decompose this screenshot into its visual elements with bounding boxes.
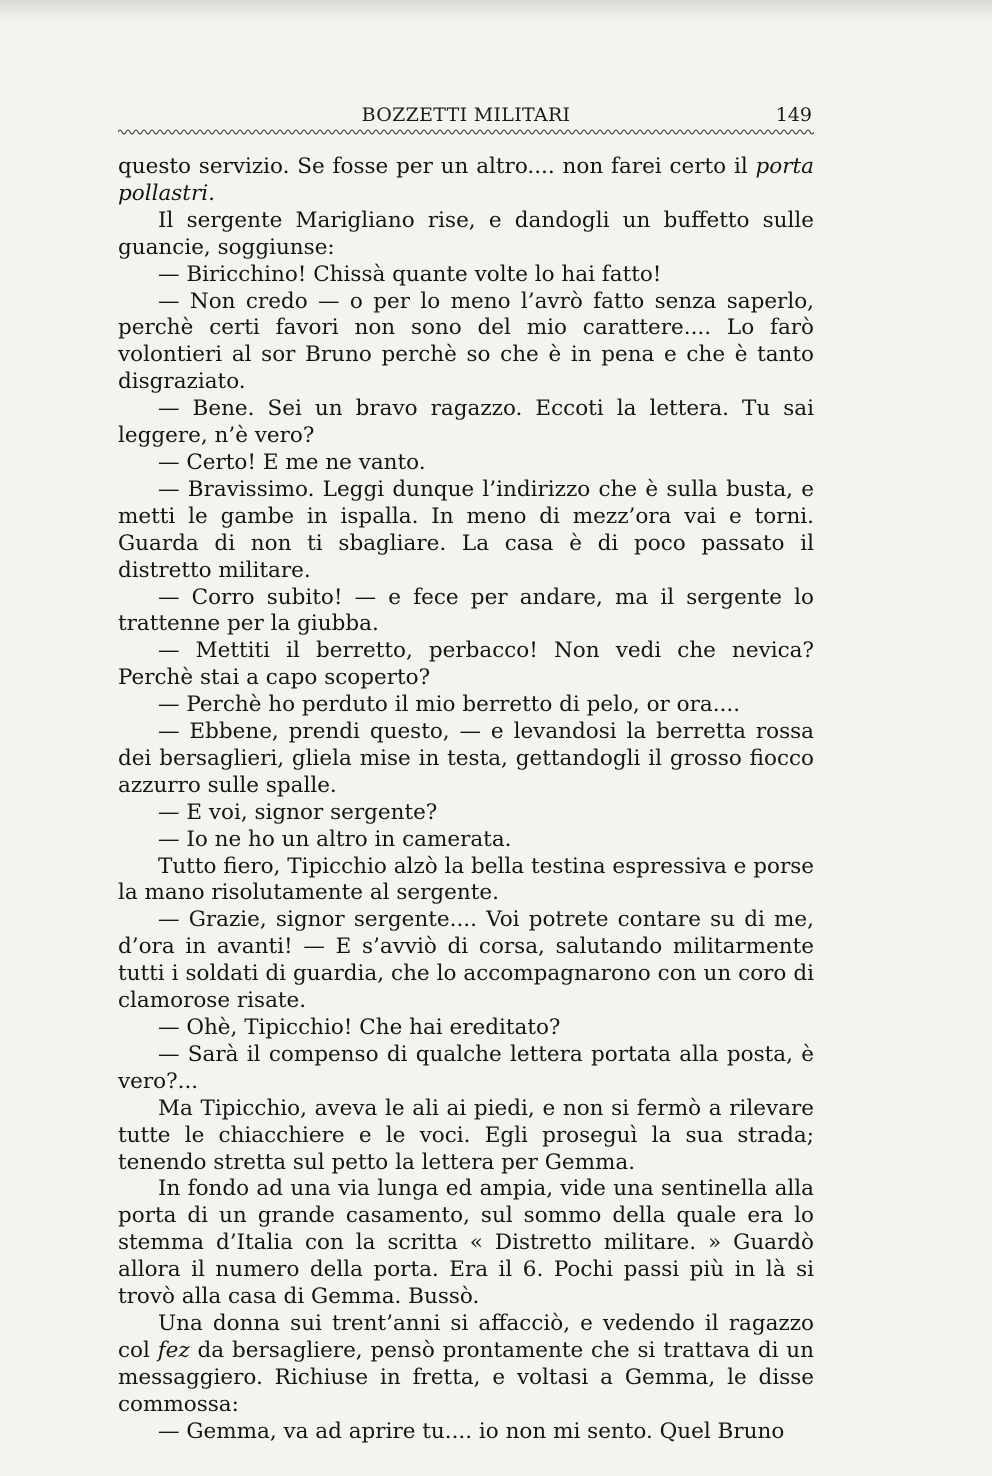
paragraph [118,208,814,262]
paragraph-text: Una donna sui trent’anni si affacciò, e vedendo il ragazzo col [118,1310,814,1363]
paragraph-text: In fondo ad una via lunga ed ampia, vide una sentinella alla porta di un grande casamento, sul sommo della quale era lo stemma d’Italia con la scritta « Distretto militare. » Guardò allora il numero della porta. Era il 6. Pochi passi più in là si trovò alla casa di Gemma. Bussò. [118,1176,814,1310]
paragraph [118,1015,814,1042]
paragraph [118,477,814,585]
paragraph [118,1042,814,1096]
paragraph-text: — Non credo — o per lo meno l’avrò fatto senza saperlo, perchè certi favori non sono del mio carattere.... Lo farò volontieri al sor Bruno perchè so che è in pena e che è tanto disgraziato. [118,288,814,395]
italic-text: fez [157,1337,190,1363]
paragraph [118,827,814,854]
paragraph-text: — E voi, signor sergente? [158,799,438,825]
paragraph [118,585,814,639]
page-number: 149 [775,104,812,126]
paragraph [118,1176,814,1311]
paragraph-text: — Mettiti il berretto, perbacco! Non vedi che nevica? Perchè stai a capo scoperto? [118,638,814,691]
paragraph [118,719,814,800]
paragraph [118,262,814,289]
header-rule [118,126,814,138]
paragraph [118,1096,814,1177]
paragraph-text: da bersagliere, pensò prontamente che si trattava di un messaggiero. Richiuse in fretta, e voltasi a Gemma, le disse commossa: [118,1337,815,1417]
italic-text: porta pollastri. [118,154,814,206]
paragraph [118,854,814,908]
paragraph [118,1419,814,1446]
paragraph [118,800,814,827]
paragraph-text: — Certo! E me ne vanto. [158,449,426,475]
paragraph [118,692,814,719]
paragraph-text: questo servizio. Se fosse per un altro.... non farei certo il [118,154,756,179]
paragraph-text: — Ebbene, prendi questo, — e levandosi la berretta rossa dei bersaglieri, gliela mise in testa, gettandogli il grosso fiocco azzurro sulle spalle. [118,719,814,798]
header-title: BOZZETTI MILITARI [361,104,571,126]
paragraph-text: — Sarà il compenso di qualche lettera portata alla posta, è vero?... [118,1041,814,1094]
paragraph [118,638,814,692]
body-text [118,154,814,1446]
paragraph-text: — Gemma, va ad aprire tu.... io non mi sento. Quel Bruno [158,1418,785,1444]
paragraph [118,154,814,208]
paragraph [118,450,814,477]
paragraph-text: — Biricchino! Chissà quante volte lo hai fatto! [158,261,662,287]
paragraph [118,396,814,450]
paragraph-text: — Perchè ho perduto il mio berretto di pelo, or ora.... [158,692,741,718]
paragraph [118,1311,814,1419]
paragraph-text: — Ohè, Tipicchio! Che hai ereditato? [158,1015,561,1040]
paragraph-text: — Grazie, signor sergente.... Voi potrete contare su di me, d’ora in avanti! — E s’avviò di corsa, salutando militarmente tutti i soldati di guardia, che lo accompagnarono con un coro di clamorose risate. [118,907,814,1014]
paragraph-text: Il sergente Marigliano rise, e dandogli un buffetto sulle guancie, soggiunse: [118,207,814,260]
paragraph-text: Ma Tipicchio, aveva le ali ai piedi, e non si fermò a rilevare tutte le chiacchiere e le voci. Egli proseguì la sua strada; tenendo stretta sul petto la lettera per Gemma. [118,1095,814,1175]
paragraph [118,289,814,397]
paragraph-text: — Corro subito! — e fece per andare, ma il sergente lo trattenne per la giubba. [118,584,814,637]
paragraph-text: Tutto fiero, Tipicchio alzò la bella testina espressiva e porse la mano risolutamente al sergente. [118,853,814,906]
paragraph-text: — Io ne ho un altro in camerata. [158,826,512,852]
paragraph-text: — Bravissimo. Leggi dunque l’indirizzo che è sulla busta, e metti le gambe in ispalla. In meno di mezz’ora vai e torni. Guarda di non ti sbagliare. La casa è di poco passato il distretto militare. [118,476,814,583]
paragraph-text: — Bene. Sei un bravo ragazzo. Eccoti la lettera. Tu sai leggere, n’è vero? [118,396,814,449]
paragraph [118,907,814,1015]
